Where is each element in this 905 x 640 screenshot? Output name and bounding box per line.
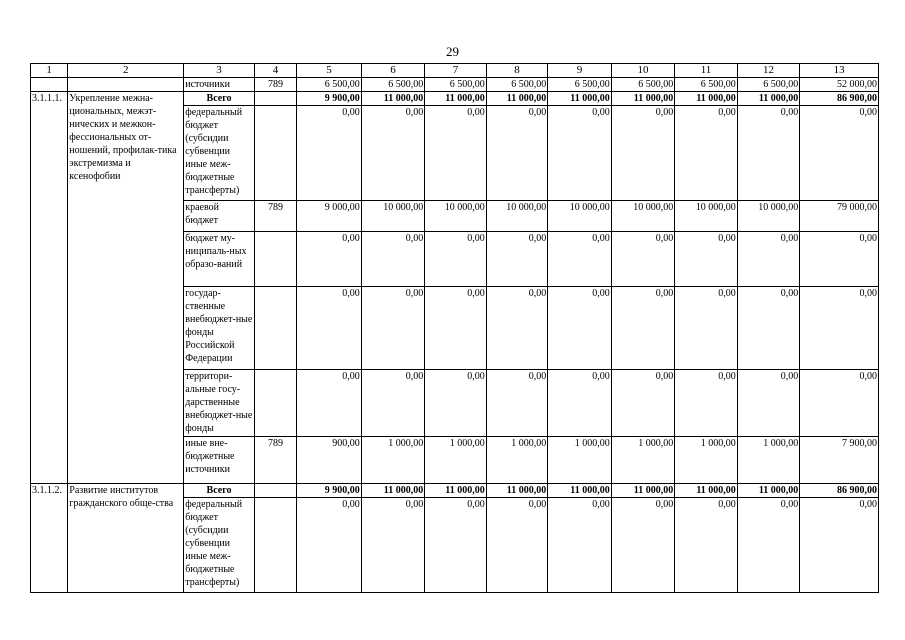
amount-cell: 0,00 bbox=[361, 370, 425, 437]
total-amount: 11 000,00 bbox=[425, 92, 487, 106]
budget-table bbox=[30, 63, 879, 593]
amount-cell: 0,00 bbox=[297, 498, 362, 593]
amount-cell: 0,00 bbox=[675, 106, 738, 201]
total-amount: 11 000,00 bbox=[425, 484, 487, 498]
amount-cell: 0,00 bbox=[737, 498, 800, 593]
amount-cell: 0,00 bbox=[548, 370, 612, 437]
amount-cell: 0,00 bbox=[425, 106, 487, 201]
total-amount: 11 000,00 bbox=[548, 92, 612, 106]
funding-source: территори-альные госу-дарственные внебюджет-ные фонды bbox=[184, 370, 255, 437]
section-number: 3.1.1.1. bbox=[31, 92, 68, 484]
total-amount: 11 000,00 bbox=[675, 484, 738, 498]
amount-cell: 1 000,00 bbox=[737, 437, 800, 484]
amount-cell: 0,00 bbox=[297, 106, 362, 201]
amount-cell: 10 000,00 bbox=[611, 201, 675, 232]
amount-cell: 0,00 bbox=[800, 498, 879, 593]
total-amount: 11 000,00 bbox=[737, 92, 800, 106]
total-label: Всего bbox=[184, 92, 255, 106]
amount-cell: 0,00 bbox=[486, 287, 548, 370]
amount-cell: 0,00 bbox=[548, 106, 612, 201]
amount-cell: 0,00 bbox=[486, 498, 548, 593]
amount-cell: 0,00 bbox=[800, 232, 879, 287]
section-total-row bbox=[31, 92, 879, 106]
amount-cell: 0,00 bbox=[297, 287, 362, 370]
funding-source: бюджет му-ниципаль-ных образо-ваний bbox=[184, 232, 255, 287]
amount-cell: 10 000,00 bbox=[548, 201, 612, 232]
empty-cell bbox=[68, 78, 184, 92]
amount-cell: 6 500,00 bbox=[548, 78, 612, 92]
amount-cell: 0,00 bbox=[297, 232, 362, 287]
amount-cell: 0,00 bbox=[548, 498, 612, 593]
amount-cell: 7 900,00 bbox=[800, 437, 879, 484]
column-number: 11 bbox=[675, 64, 738, 78]
amount-cell: 10 000,00 bbox=[737, 201, 800, 232]
budget-code bbox=[254, 106, 296, 201]
page-number: 29 bbox=[446, 44, 459, 59]
amount-cell: 0,00 bbox=[737, 232, 800, 287]
funding-source: краевой бюджет bbox=[184, 201, 255, 232]
total-amount: 11 000,00 bbox=[486, 484, 548, 498]
total-label: Всего bbox=[184, 484, 255, 498]
column-number: 2 bbox=[68, 64, 184, 78]
budget-code bbox=[254, 498, 296, 593]
section-name: Развитие институтов гражданского обще-ства bbox=[68, 484, 184, 593]
amount-cell: 0,00 bbox=[548, 232, 612, 287]
amount-cell: 1 000,00 bbox=[611, 437, 675, 484]
amount-cell: 0,00 bbox=[611, 370, 675, 437]
amount-cell: 900,00 bbox=[297, 437, 362, 484]
funding-source: государ-ственные внебюджет-ные фонды Российской Федерации bbox=[184, 287, 255, 370]
budget-code bbox=[254, 92, 296, 106]
budget-code: 789 bbox=[254, 78, 296, 92]
amount-cell: 0,00 bbox=[737, 370, 800, 437]
amount-cell: 9 000,00 bbox=[297, 201, 362, 232]
total-amount: 9 900,00 bbox=[297, 484, 362, 498]
budget-code bbox=[254, 232, 296, 287]
amount-cell: 0,00 bbox=[425, 232, 487, 287]
amount-cell: 10 000,00 bbox=[486, 201, 548, 232]
amount-cell: 52 000,00 bbox=[800, 78, 879, 92]
total-amount: 11 000,00 bbox=[675, 92, 738, 106]
total-amount: 11 000,00 bbox=[361, 92, 425, 106]
budget-code bbox=[254, 484, 296, 498]
continuation-row bbox=[31, 78, 879, 92]
funding-source: иные вне-бюджетные источники bbox=[184, 437, 255, 484]
amount-cell: 6 500,00 bbox=[737, 78, 800, 92]
empty-cell bbox=[31, 78, 68, 92]
amount-cell: 1 000,00 bbox=[548, 437, 612, 484]
amount-cell: 10 000,00 bbox=[675, 201, 738, 232]
amount-cell: 0,00 bbox=[675, 370, 738, 437]
amount-cell: 0,00 bbox=[297, 370, 362, 437]
amount-cell: 0,00 bbox=[611, 287, 675, 370]
amount-cell: 0,00 bbox=[675, 287, 738, 370]
budget-code: 789 bbox=[254, 437, 296, 484]
column-number: 3 bbox=[184, 64, 255, 78]
amount-cell: 0,00 bbox=[361, 106, 425, 201]
column-number: 13 bbox=[800, 64, 879, 78]
amount-cell: 1 000,00 bbox=[425, 437, 487, 484]
amount-cell: 0,00 bbox=[800, 106, 879, 201]
amount-cell: 0,00 bbox=[425, 370, 487, 437]
column-number: 12 bbox=[737, 64, 800, 78]
amount-cell: 0,00 bbox=[361, 498, 425, 593]
funding-source: источники bbox=[184, 78, 255, 92]
budget-code bbox=[254, 370, 296, 437]
funding-source: федеральный бюджет (субсидии субвенции иные меж-бюджетные трансферты) bbox=[184, 498, 255, 593]
amount-cell: 0,00 bbox=[486, 106, 548, 201]
section-total-row bbox=[31, 484, 879, 498]
budget-code bbox=[254, 287, 296, 370]
total-amount: 86 900,00 bbox=[800, 484, 879, 498]
amount-cell: 0,00 bbox=[611, 498, 675, 593]
column-number: 10 bbox=[611, 64, 675, 78]
amount-cell: 0,00 bbox=[675, 232, 738, 287]
amount-cell: 0,00 bbox=[425, 287, 487, 370]
column-number: 9 bbox=[548, 64, 612, 78]
section-name: Укрепление межна-циональных, межэт-нических и межкон-фессиональных от-ношений, профилак-тика экстремизма и ксенофобии bbox=[68, 92, 184, 484]
amount-cell: 6 500,00 bbox=[486, 78, 548, 92]
amount-cell: 0,00 bbox=[737, 106, 800, 201]
column-number: 7 bbox=[425, 64, 487, 78]
amount-cell: 6 500,00 bbox=[297, 78, 362, 92]
amount-cell: 0,00 bbox=[361, 287, 425, 370]
amount-cell: 10 000,00 bbox=[425, 201, 487, 232]
column-number: 1 bbox=[31, 64, 68, 78]
column-number-row bbox=[31, 64, 879, 78]
total-amount: 11 000,00 bbox=[361, 484, 425, 498]
amount-cell: 0,00 bbox=[548, 287, 612, 370]
column-number: 8 bbox=[486, 64, 548, 78]
budget-code: 789 bbox=[254, 201, 296, 232]
total-amount: 11 000,00 bbox=[486, 92, 548, 106]
amount-cell: 0,00 bbox=[425, 498, 487, 593]
total-amount: 86 900,00 bbox=[800, 92, 879, 106]
column-number: 6 bbox=[361, 64, 425, 78]
amount-cell: 0,00 bbox=[486, 232, 548, 287]
amount-cell: 10 000,00 bbox=[361, 201, 425, 232]
section-number: 3.1.1.2. bbox=[31, 484, 68, 593]
funding-source: федеральный бюджет (субсидии субвенции иные меж-бюджетные трансферты) bbox=[184, 106, 255, 201]
amount-cell: 0,00 bbox=[611, 106, 675, 201]
total-amount: 11 000,00 bbox=[611, 484, 675, 498]
amount-cell: 0,00 bbox=[486, 370, 548, 437]
amount-cell: 1 000,00 bbox=[486, 437, 548, 484]
amount-cell: 79 000,00 bbox=[800, 201, 879, 232]
amount-cell: 6 500,00 bbox=[675, 78, 738, 92]
total-amount: 11 000,00 bbox=[611, 92, 675, 106]
amount-cell: 0,00 bbox=[361, 232, 425, 287]
amount-cell: 1 000,00 bbox=[675, 437, 738, 484]
amount-cell: 0,00 bbox=[675, 498, 738, 593]
amount-cell: 1 000,00 bbox=[361, 437, 425, 484]
total-amount: 11 000,00 bbox=[548, 484, 612, 498]
amount-cell: 0,00 bbox=[611, 232, 675, 287]
column-number: 5 bbox=[297, 64, 362, 78]
amount-cell: 0,00 bbox=[800, 370, 879, 437]
total-amount: 11 000,00 bbox=[737, 484, 800, 498]
amount-cell: 0,00 bbox=[737, 287, 800, 370]
column-number: 4 bbox=[254, 64, 296, 78]
amount-cell: 6 500,00 bbox=[425, 78, 487, 92]
total-amount: 9 900,00 bbox=[297, 92, 362, 106]
amount-cell: 6 500,00 bbox=[611, 78, 675, 92]
amount-cell: 6 500,00 bbox=[361, 78, 425, 92]
amount-cell: 0,00 bbox=[800, 287, 879, 370]
